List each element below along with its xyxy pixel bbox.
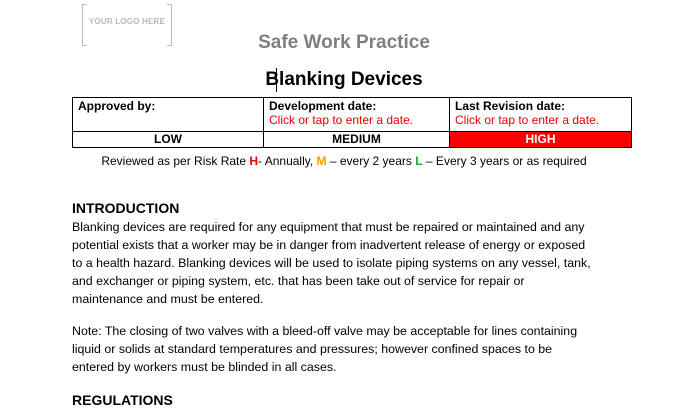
development-date-cell xyxy=(264,98,450,132)
intro-line-1: Blanking devices are required for any equipment that must be repaired or maintained and any xyxy=(72,220,585,234)
risk-medium-cell[interactable]: MEDIUM xyxy=(264,132,450,148)
review-m-marker: M xyxy=(316,154,327,168)
review-m-text: – every 2 years xyxy=(326,154,416,168)
revision-date-picker[interactable]: Click or tap to enter a date. xyxy=(455,113,600,127)
review-prefix: Reviewed as per Risk Rate xyxy=(101,154,250,168)
document-subtitle[interactable]: Blanking Devices xyxy=(265,69,423,90)
regulations-heading: REGULATIONS xyxy=(72,392,173,408)
approved-by-cell[interactable] xyxy=(73,98,264,132)
approved-by-label: Approved by: xyxy=(78,99,156,113)
development-date-picker[interactable]: Click or tap to enter a date. xyxy=(269,113,414,127)
note-line-1: Note: The closing of two valves with a bleed-off valve may be acceptable for lines containing xyxy=(72,324,578,338)
risk-low-cell[interactable]: LOW xyxy=(73,132,264,148)
development-date-label: Development date: xyxy=(269,99,377,113)
revision-date-cell xyxy=(450,98,632,132)
review-h-text: - Annually, xyxy=(258,154,317,168)
review-h-marker: H xyxy=(249,154,259,168)
document-title: Safe Work Practice xyxy=(258,32,430,53)
intro-line-3: to a health hazard. Blanking devices will be used to isolate piping systems on any vessel, tank, xyxy=(72,256,591,270)
review-l-text: – Every 3 years or as required xyxy=(422,154,587,168)
intro-line-2: potential exists that a worker may be in danger from inadvertent release of energy or exposed xyxy=(72,238,586,252)
introduction-heading: INTRODUCTION xyxy=(72,200,180,216)
review-frequency-note xyxy=(0,154,688,168)
revision-date-label: Last Revision date: xyxy=(455,99,566,113)
note-line-3: entered by workers must be blinded in all cases. xyxy=(72,360,337,374)
note-line-2: liquid or solids at standard temperatures and pressures; however confined spaces to be xyxy=(72,342,553,356)
intro-line-4: and exchanger or piping system, etc. that has been take out of service for repair or xyxy=(72,274,525,288)
document-control-table xyxy=(72,97,632,148)
risk-high-cell[interactable]: HIGH xyxy=(450,132,632,148)
review-l-marker: L xyxy=(415,154,423,168)
logo-text: YOUR LOGO HERE xyxy=(88,17,166,26)
introduction-paragraph xyxy=(72,218,632,308)
note-paragraph xyxy=(72,322,632,376)
intro-line-5: maintenance and must be entered. xyxy=(72,292,264,306)
